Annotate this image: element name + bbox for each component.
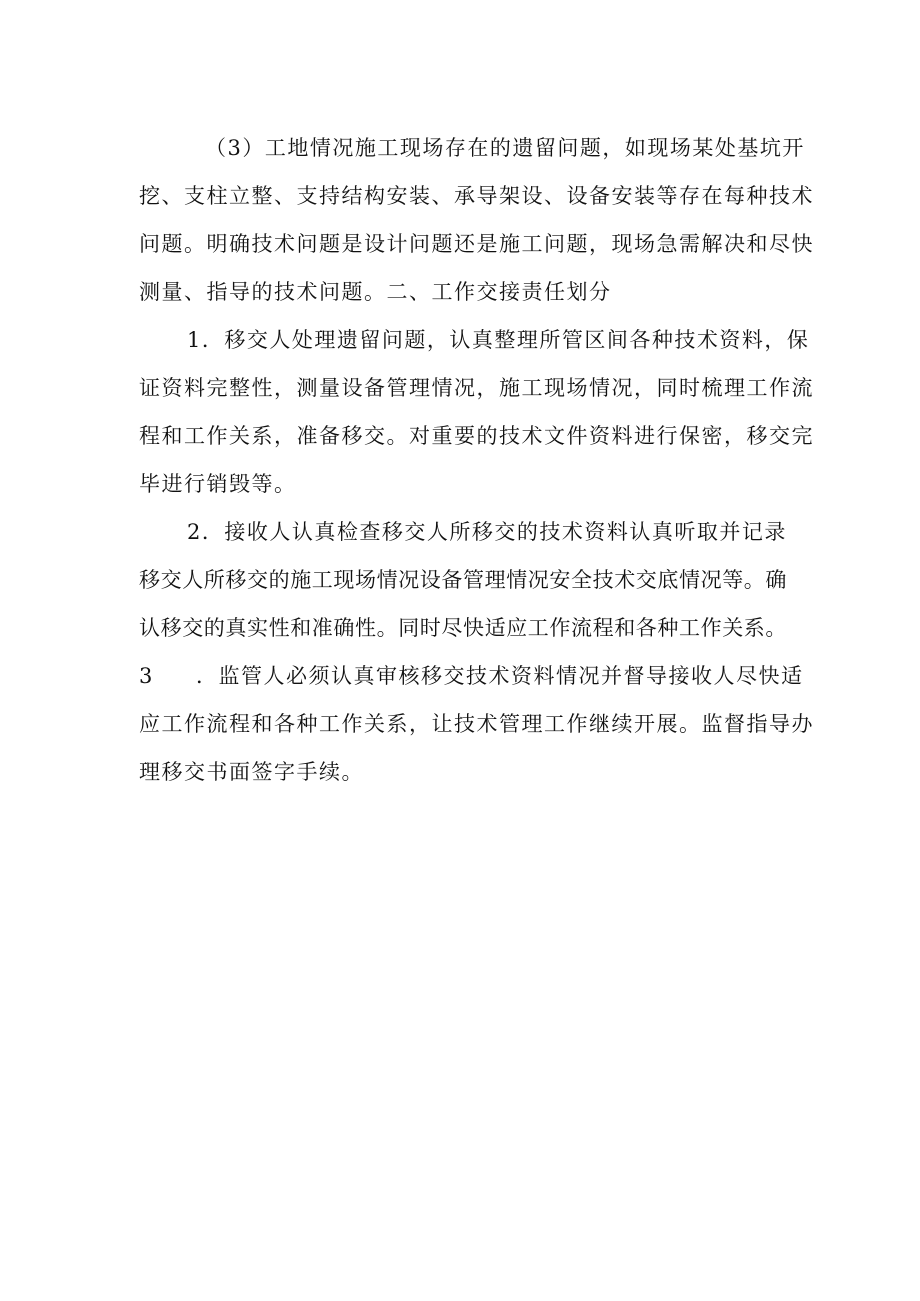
paragraph-3-line-3: 认移交的真实性和准确性。同时尽快适应工作流程和各种工作关系。	[139, 616, 787, 640]
paragraph-4-line-1: ．监管人必须认真审核移交技术资料情况并督导接收人尽快适	[196, 664, 804, 688]
paragraph-1-line-2: 挖、支柱立整、支持结构安装、承导架设、设备安装等存在每种技术	[139, 184, 814, 208]
paragraph-1-line-3: 问题。明确技术问题是设计问题还是施工问题，现场急需解决和尽快	[139, 232, 814, 256]
paragraph-4-line-3: 理移交书面签字手续。	[139, 760, 364, 784]
paragraph-1-line-1: （3）工地情况施工现场存在的遗留问题，如现场某处基坑开	[205, 136, 805, 160]
paragraph-2-line-4: 毕进行销毁等。	[139, 472, 297, 496]
paragraph-3-line-1: 2．接收人认真检查移交人所移交的技术资料认真听取并记录	[187, 520, 787, 544]
paragraph-2-line-2: 证资料完整性，测量设备管理情况，施工现场情况，同时梳理工作流	[139, 376, 814, 400]
paragraph-1-line-4: 测量、指导的技术问题。二、工作交接责任划分	[139, 280, 612, 304]
paragraph-3-line-2: 移交人所移交的施工现场情况设备管理情况安全技术交底情况等。确	[139, 568, 787, 592]
paragraph-4-number: 3	[139, 664, 154, 688]
paragraph-2-line-3: 程和工作关系，准备移交。对重要的技术文件资料进行保密，移交完	[139, 424, 814, 448]
paragraph-4-line-2: 应工作流程和各种工作关系，让技术管理工作继续开展。监督指导办	[139, 712, 814, 736]
paragraph-2-line-1: 1．移交人处理遗留问题，认真整理所管区间各种技术资料，保	[187, 328, 810, 352]
